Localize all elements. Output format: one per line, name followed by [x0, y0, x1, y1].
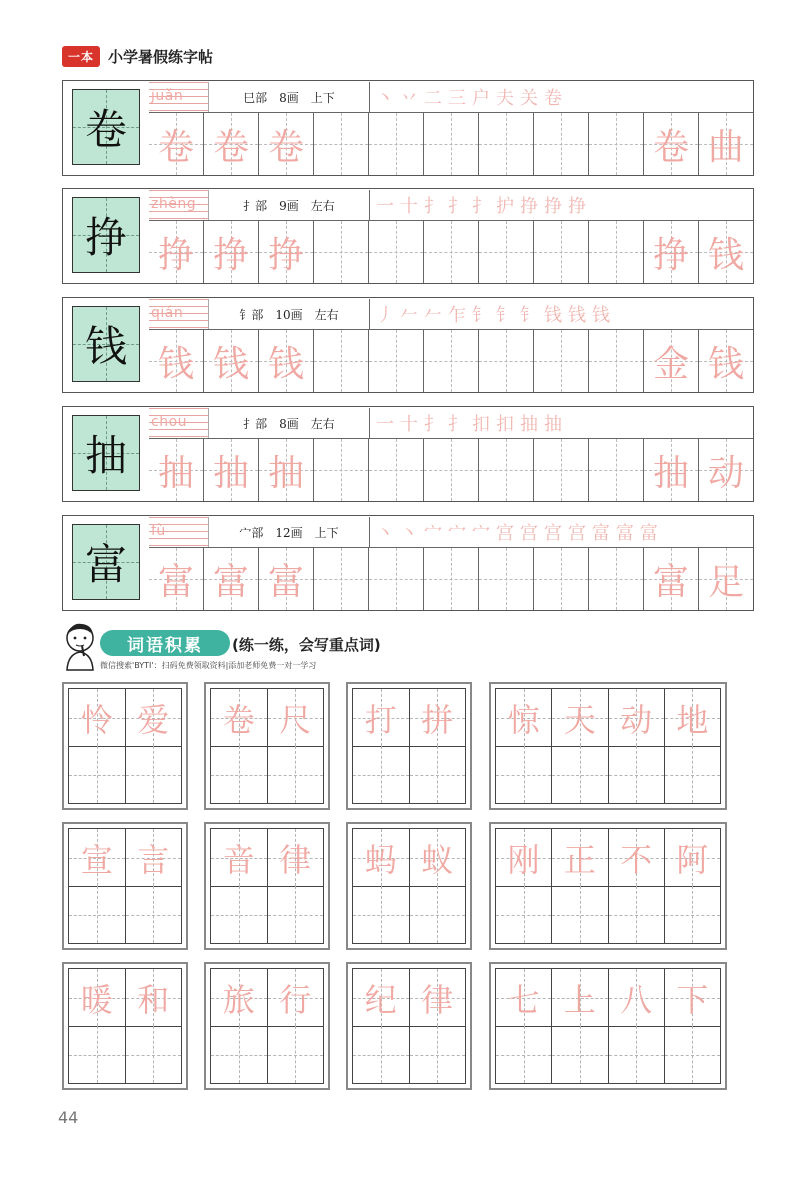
stroke-order	[369, 408, 752, 438]
word-practice-box	[62, 682, 188, 810]
word-character: 七	[507, 980, 540, 1019]
tracing-cell	[203, 330, 258, 392]
pinyin-text: chōu	[151, 414, 188, 430]
tracing-character: 卷	[267, 126, 304, 168]
word-practice-box	[204, 962, 330, 1090]
tracing-character: 曲	[707, 126, 744, 168]
boy-thinking-icon	[60, 620, 100, 672]
stroke-step: 三	[448, 88, 466, 109]
page-header	[62, 44, 213, 68]
word-column	[409, 969, 466, 1083]
character-row	[62, 188, 754, 284]
word-column	[551, 829, 607, 943]
word-character: 言	[137, 840, 170, 879]
tracing-character: 钱	[212, 343, 249, 385]
tracing-cell	[478, 113, 533, 175]
pinyin-box	[149, 82, 209, 112]
word-column	[267, 829, 324, 943]
tracing-cell	[258, 113, 313, 175]
character-info: 扌部 9画 左右	[209, 190, 370, 220]
tracing-character: 挣	[212, 234, 249, 276]
tracing-cell	[258, 221, 313, 283]
write-square	[126, 746, 182, 803]
write-square	[609, 886, 664, 943]
stroke-step: 钱	[592, 305, 610, 326]
word-character: 旅	[222, 980, 255, 1019]
write-square	[665, 1026, 720, 1083]
model-character: 抽	[84, 431, 127, 480]
stroke-step: 钅	[520, 305, 538, 326]
stroke-step: 扌	[448, 414, 466, 435]
pinyin-box	[149, 517, 209, 547]
stroke-step: 钱	[568, 305, 586, 326]
stroke-step: 宀	[448, 523, 466, 544]
character-row	[62, 406, 754, 502]
stroke-order	[369, 190, 752, 220]
tracing-cell	[533, 548, 588, 610]
tracing-cell	[423, 221, 478, 283]
stroke-step: 丶	[376, 88, 394, 109]
word-column	[125, 829, 182, 943]
stroke-step: 一	[376, 196, 394, 217]
write-square	[353, 886, 409, 943]
tracing-cell	[149, 330, 203, 392]
word-column	[211, 689, 267, 803]
word-character: 律	[421, 980, 454, 1019]
stroke-step: 抽	[520, 414, 538, 435]
stroke-step: 宀	[472, 523, 490, 544]
tracing-cell	[313, 113, 368, 175]
tracing-cell	[698, 439, 753, 501]
tracing-cell	[313, 548, 368, 610]
word-grid	[495, 828, 721, 944]
model-character-cell	[72, 415, 140, 491]
tracing-character: 抽	[652, 452, 689, 494]
stroke-step: 挣	[568, 196, 586, 217]
tracing-character: 挣	[652, 234, 689, 276]
character-info: 宀部 12画 上下	[209, 517, 370, 547]
tracing-cell	[203, 548, 258, 610]
character-row	[62, 80, 754, 176]
tracing-cell	[698, 330, 753, 392]
word-column	[267, 689, 324, 803]
word-column	[125, 689, 182, 803]
stroke-step: 十	[400, 196, 418, 217]
word-character: 天	[563, 700, 596, 739]
tracing-cell	[533, 330, 588, 392]
tracing-cell	[149, 221, 203, 283]
word-column	[664, 689, 720, 803]
tracing-character: 富	[267, 561, 304, 603]
stroke-step: 宫	[544, 523, 562, 544]
tracing-character: 富	[157, 561, 194, 603]
word-practice-box	[489, 822, 727, 950]
tracing-character: 钱	[707, 234, 744, 276]
word-character: 尺	[279, 700, 312, 739]
stroke-step: 扣	[496, 414, 514, 435]
tracing-cell	[203, 439, 258, 501]
word-character: 卷	[222, 700, 255, 739]
write-square	[496, 886, 551, 943]
stroke-step: 钅	[472, 305, 490, 326]
tracing-cell	[588, 439, 643, 501]
word-column	[211, 969, 267, 1083]
tracing-cell	[643, 548, 698, 610]
write-square	[410, 1026, 466, 1083]
word-character: 行	[279, 980, 312, 1019]
word-practice-box	[489, 682, 727, 810]
stroke-step: 丶	[376, 523, 394, 544]
write-square	[69, 886, 125, 943]
stroke-step: 一	[376, 414, 394, 435]
write-square	[126, 1026, 182, 1083]
tracing-cell	[698, 113, 753, 175]
tracing-character: 动	[707, 452, 744, 494]
write-square	[211, 886, 267, 943]
word-character: 正	[563, 840, 596, 879]
tracing-cell	[423, 330, 478, 392]
stroke-step: 夫	[496, 88, 514, 109]
tracing-character: 卷	[652, 126, 689, 168]
model-character-cell	[72, 524, 140, 600]
vocab-note: 微信搜索'BYTI'：扫码免费领取资料|添加老师免费一对一学习	[100, 661, 317, 670]
word-character: 怜	[80, 700, 113, 739]
tracing-cell	[368, 548, 423, 610]
vocab-title: 词语积累	[100, 630, 230, 656]
word-grid	[68, 968, 182, 1084]
tracing-cell	[588, 113, 643, 175]
word-grid	[68, 828, 182, 944]
tracing-character: 抽	[157, 452, 194, 494]
character-row	[62, 297, 754, 393]
stroke-step: 宫	[496, 523, 514, 544]
word-column	[353, 829, 409, 943]
stroke-step: 富	[592, 523, 610, 544]
stroke-step: 丶	[400, 523, 418, 544]
tracing-cell	[588, 548, 643, 610]
write-square	[211, 1026, 267, 1083]
tracing-cell	[313, 439, 368, 501]
word-column	[267, 969, 324, 1083]
tracing-cell	[368, 439, 423, 501]
tracing-cell	[203, 113, 258, 175]
word-column	[664, 829, 720, 943]
stroke-step: 扌	[472, 196, 490, 217]
word-grid	[210, 688, 324, 804]
tracing-cell	[698, 548, 753, 610]
tracing-cell	[533, 113, 588, 175]
word-column	[409, 829, 466, 943]
stroke-order	[369, 299, 752, 329]
tracing-cell	[368, 113, 423, 175]
write-square	[609, 746, 664, 803]
stroke-step: 挣	[520, 196, 538, 217]
tracing-character: 抽	[212, 452, 249, 494]
tracing-character: 钱	[707, 343, 744, 385]
stroke-step: 十	[400, 414, 418, 435]
tracing-cell	[313, 330, 368, 392]
stroke-order	[369, 517, 752, 547]
pinyin-text: qián	[151, 305, 184, 321]
word-practice-box	[346, 962, 472, 1090]
model-character-cell	[72, 306, 140, 382]
tracing-cell	[423, 439, 478, 501]
stroke-step: 乍	[448, 305, 466, 326]
stroke-step: 扌	[424, 196, 442, 217]
word-character: 暖	[80, 980, 113, 1019]
word-column	[608, 829, 664, 943]
tracing-cell	[588, 330, 643, 392]
write-square	[665, 746, 720, 803]
tracing-grid	[149, 439, 753, 501]
tracing-character: 钱	[267, 343, 304, 385]
stroke-step: 扣	[472, 414, 490, 435]
stroke-step: 宫	[568, 523, 586, 544]
stroke-step: 户	[472, 88, 490, 109]
tracing-cell	[313, 221, 368, 283]
pinyin-text: zhèng	[151, 196, 197, 212]
model-character: 钱	[84, 322, 127, 371]
write-square	[268, 886, 324, 943]
word-grid	[210, 828, 324, 944]
tracing-character: 钱	[157, 343, 194, 385]
word-character: 纪	[364, 980, 397, 1019]
stroke-step: 二	[424, 88, 442, 109]
tracing-cell	[149, 113, 203, 175]
stroke-step: 富	[640, 523, 658, 544]
word-grid	[68, 688, 182, 804]
tracing-cell	[643, 221, 698, 283]
tracing-cell	[423, 113, 478, 175]
stroke-step: 𠂉	[424, 305, 442, 326]
page-number: 44	[58, 1108, 79, 1127]
tracing-cell	[423, 548, 478, 610]
tracing-character: 卷	[157, 126, 194, 168]
word-practice-box	[489, 962, 727, 1090]
word-grid	[210, 968, 324, 1084]
vocab-subtitle: (练一练，会写重点词)	[232, 636, 381, 654]
word-character: 惊	[507, 700, 540, 739]
word-grid	[495, 688, 721, 804]
word-column	[608, 969, 664, 1083]
tracing-grid	[149, 113, 753, 175]
stroke-step: 挣	[544, 196, 562, 217]
character-info: 巳部 8画 上下	[209, 82, 370, 112]
word-character: 八	[620, 980, 653, 1019]
word-grid	[495, 968, 721, 1084]
tracing-grid	[149, 330, 753, 392]
tracing-cell	[588, 221, 643, 283]
word-character: 宣	[80, 840, 113, 879]
model-character: 卷	[84, 105, 127, 154]
stroke-step: 钱	[544, 305, 562, 326]
stroke-step: 宫	[520, 523, 538, 544]
pinyin-text: fù	[151, 523, 166, 539]
word-character: 阿	[676, 840, 709, 879]
word-practice-box	[204, 822, 330, 950]
tracing-cell	[478, 548, 533, 610]
character-row	[62, 515, 754, 611]
stroke-step: 𠂉	[400, 305, 418, 326]
word-character: 上	[563, 980, 596, 1019]
word-character: 蚂	[364, 840, 397, 879]
tracing-character: 挣	[267, 234, 304, 276]
word-column	[353, 969, 409, 1083]
character-info: 扌部 8画 左右	[209, 408, 370, 438]
stroke-step: 丷	[400, 88, 418, 109]
tracing-grid	[149, 548, 753, 610]
tracing-character: 挣	[157, 234, 194, 276]
word-practice-box	[62, 962, 188, 1090]
tracing-cell	[258, 439, 313, 501]
word-column	[496, 829, 551, 943]
word-character: 地	[676, 700, 709, 739]
pinyin-box	[149, 299, 209, 329]
word-column	[125, 969, 182, 1083]
word-character: 下	[676, 980, 709, 1019]
word-grid	[352, 828, 466, 944]
tracing-cell	[478, 439, 533, 501]
write-square	[552, 1026, 607, 1083]
word-character: 不	[620, 840, 653, 879]
write-square	[69, 746, 125, 803]
tracing-cell	[149, 548, 203, 610]
write-square	[552, 886, 607, 943]
write-square	[496, 746, 551, 803]
word-column	[69, 829, 125, 943]
tracing-character: 富	[212, 561, 249, 603]
write-square	[552, 746, 607, 803]
stroke-step: 富	[616, 523, 634, 544]
pinyin-box	[149, 190, 209, 220]
write-square	[496, 1026, 551, 1083]
write-square	[665, 886, 720, 943]
stroke-step: 宀	[424, 523, 442, 544]
model-character-cell	[72, 197, 140, 273]
tracing-cell	[203, 221, 258, 283]
word-practice-box	[204, 682, 330, 810]
word-character: 刚	[507, 840, 540, 879]
word-column	[496, 689, 551, 803]
model-character: 富	[84, 540, 127, 589]
word-column	[69, 969, 125, 1083]
write-square	[353, 746, 409, 803]
word-character: 和	[137, 980, 170, 1019]
word-column	[551, 689, 607, 803]
word-column	[496, 969, 551, 1083]
tracing-cell	[698, 221, 753, 283]
word-column	[353, 689, 409, 803]
tracing-cell	[643, 113, 698, 175]
word-practice-box	[346, 682, 472, 810]
word-grid	[352, 688, 466, 804]
word-practice-box	[62, 822, 188, 950]
tracing-grid	[149, 221, 753, 283]
pinyin-text: juǎn	[151, 88, 184, 104]
tracing-character: 足	[707, 561, 744, 603]
write-square	[211, 746, 267, 803]
word-character: 打	[364, 700, 397, 739]
tracing-cell	[258, 548, 313, 610]
tracing-cell	[643, 330, 698, 392]
tracing-cell	[533, 221, 588, 283]
tracing-cell	[478, 330, 533, 392]
pinyin-box	[149, 408, 209, 438]
write-square	[609, 1026, 664, 1083]
tracing-cell	[368, 330, 423, 392]
word-character: 动	[620, 700, 653, 739]
stroke-step: 丿	[376, 305, 394, 326]
stroke-step: 扌	[424, 414, 442, 435]
tracing-cell	[149, 439, 203, 501]
tracing-cell	[258, 330, 313, 392]
stroke-step: 抽	[544, 414, 562, 435]
tracing-cell	[643, 439, 698, 501]
write-square	[410, 886, 466, 943]
write-square	[69, 1026, 125, 1083]
write-square	[268, 1026, 324, 1083]
character-info: 钅部 10画 左右	[209, 299, 370, 329]
stroke-step: 钅	[496, 305, 514, 326]
model-character: 挣	[84, 213, 127, 262]
tracing-cell	[368, 221, 423, 283]
word-column	[69, 689, 125, 803]
word-character: 蚁	[421, 840, 454, 879]
book-title: 小学暑假练字帖	[108, 47, 214, 66]
write-square	[268, 746, 324, 803]
tracing-character: 卷	[212, 126, 249, 168]
word-column	[551, 969, 607, 1083]
tracing-character: 富	[652, 561, 689, 603]
word-column	[608, 689, 664, 803]
brand-badge: 一本	[62, 46, 100, 67]
write-square	[410, 746, 466, 803]
tracing-character: 金	[652, 343, 689, 385]
model-character-cell	[72, 89, 140, 165]
stroke-step: 关	[520, 88, 538, 109]
stroke-step: 护	[496, 196, 514, 217]
word-column	[409, 689, 466, 803]
stroke-step: 扌	[448, 196, 466, 217]
word-column	[211, 829, 267, 943]
tracing-cell	[478, 221, 533, 283]
word-column	[664, 969, 720, 1083]
word-character: 律	[279, 840, 312, 879]
stroke-step: 卷	[544, 88, 562, 109]
word-character: 爱	[137, 700, 170, 739]
write-square	[126, 886, 182, 943]
write-square	[353, 1026, 409, 1083]
tracing-cell	[533, 439, 588, 501]
word-character: 音	[222, 840, 255, 879]
stroke-order	[369, 82, 752, 112]
word-practice-box	[346, 822, 472, 950]
tracing-character: 抽	[267, 452, 304, 494]
word-grid	[352, 968, 466, 1084]
word-character: 拼	[421, 700, 454, 739]
